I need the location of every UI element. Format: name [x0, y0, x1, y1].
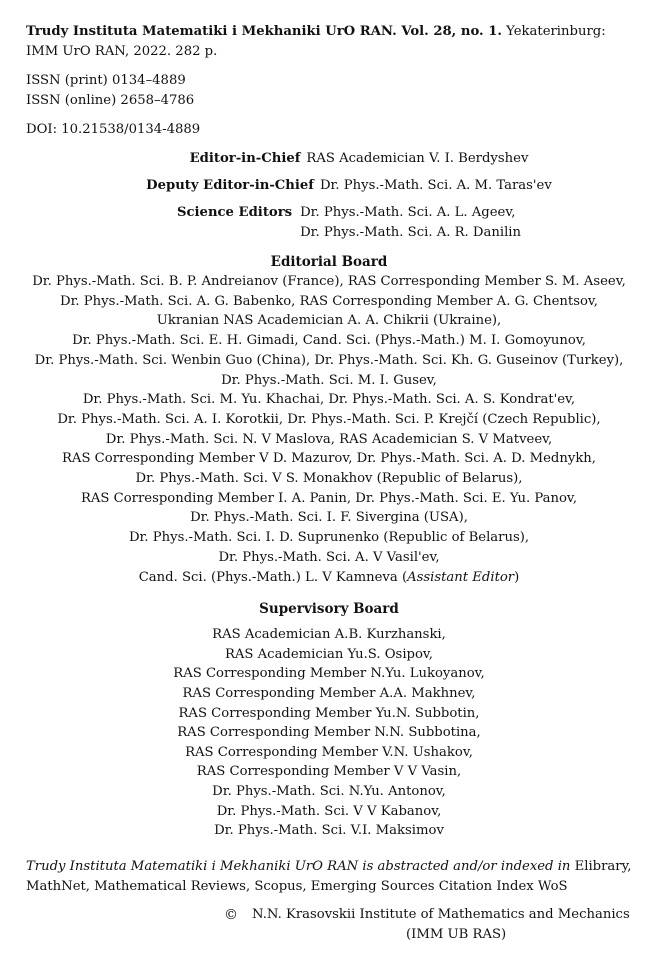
- editorial-board-line: Dr. Phys.-Math. Sci. A. I. Korotkii, Dr. Phys.-Math. Sci. P. Krejčí (Czech Republic),: [57, 411, 601, 427]
- supervisory-board-line: Dr. Phys.-Math. Sci. V V Kabanov,: [216, 803, 442, 819]
- abstract-phrase: is abstracted and/or indexed in: [358, 858, 575, 874]
- editor-in-chief-name: RAS Academician V. I. Berdyshev: [306, 151, 529, 166]
- journal-place: Yekaterinburg:: [506, 24, 606, 39]
- editorial-board-line: Dr. Phys.-Math. Sci. M. I. Gusev,: [221, 372, 437, 388]
- editorial-board-heading: Editorial Board: [270, 254, 388, 270]
- copyright-icon: ©: [224, 906, 238, 923]
- copyright-abbrev: (IMM UB RAS): [406, 926, 507, 942]
- editorial-board-line: RAS Corresponding Member I. A. Panin, Dr. Phys.-Math. Sci. E. Yu. Panov,: [80, 490, 578, 506]
- editorial-board-line: Dr. Phys.-Math. Sci. I. D. Suprunenko (Republic of Belarus),: [128, 530, 530, 546]
- editorial-board-line: Dr. Phys.-Math. Sci. Wenbin Guo (China), Dr. Phys.-Math. Sci. Kh. G. Guseinov (Turkey),: [34, 352, 624, 368]
- assistant-editor-close: ): [514, 569, 520, 585]
- editorial-board-line: Ukranian NAS Academician A. A. Chikrii (Ukraine),: [156, 313, 502, 329]
- editorial-board-line: RAS Corresponding Member V D. Mazurov, Dr. Phys.-Math. Sci. A. D. Mednykh,: [62, 451, 596, 467]
- editorial-board-last-line: [26, 568, 632, 588]
- science-editors-role: Science Editors: [176, 205, 293, 220]
- editorial-board-line: Dr. Phys.-Math. Sci. V S. Monakhov (Republic of Belarus),: [135, 471, 523, 487]
- editorial-board-list: [26, 272, 632, 587]
- supervisory-board-line: RAS Corresponding Member V.N. Ushakov,: [185, 744, 473, 760]
- copyright-institute: N.N. Krasovskii Institute of Mathematics and Mechanics: [252, 906, 630, 922]
- journal-title: Trudy Instituta Matematiki i Mekhaniki UrO RAN. Vol. 28, no. 1.: [26, 24, 502, 39]
- doi: DOI: 10.21538/0134-4889: [26, 122, 201, 137]
- editorial-board-line: Dr. Phys.-Math. Sci. E. H. Gimadi, Cand. Sci. (Phys.-Math.) M. I. Gomoyunov,: [72, 333, 586, 349]
- supervisory-board-line: RAS Corresponding Member A.A. Makhnev,: [182, 686, 476, 702]
- supervisory-board-line: RAS Corresponding Member N.Yu. Lukoyanov,: [173, 666, 485, 682]
- deputy-editor: [26, 176, 632, 196]
- abstract-journal-title: Trudy Instituta Matematiki i Mekhaniki UrO RAN: [26, 858, 359, 874]
- assistant-editor-role: Assistant Editor: [407, 569, 515, 585]
- editorial-board-line: Dr. Phys.-Math. Sci. B. P. Andreianov (France), RAS Corresponding Member S. M. Aseev,: [32, 274, 626, 289]
- editorial-board-line: Dr. Phys.-Math. Sci. A. V Vasil'ev,: [218, 549, 440, 565]
- abstract-indexes: Elibrary, MathNet, Mathematical Reviews, Scopus, Emerging Sources Citation Index WoS: [26, 858, 632, 894]
- issn-print: ISSN (print) 0134–4889: [26, 73, 186, 88]
- editorial-board-line: Dr. Phys.-Math. Sci. M. Yu. Khachai, Dr. Phys.-Math. Sci. A. S. Kondrat'ev,: [82, 392, 576, 408]
- supervisory-board-line: RAS Corresponding Member N.N. Subbotina,: [177, 725, 481, 741]
- editorial-board-line: Dr. Phys.-Math. Sci. I. F. Sivergina (USA),: [190, 510, 468, 526]
- journal-citation: [26, 22, 632, 42]
- copyright-block: [26, 905, 632, 945]
- deputy-editor-name: Dr. Phys.-Math. Sci. A. M. Taras'ev: [319, 178, 552, 193]
- assistant-editor-name: Cand. Sci. (Phys.-Math.) L. V Kamneva (: [138, 569, 408, 585]
- deputy-editor-role: Deputy Editor-in-Chief: [146, 178, 314, 193]
- editorial-board-line: Dr. Phys.-Math. Sci. A. G. Babenko, RAS Corresponding Member A. G. Chentsov,: [60, 293, 598, 309]
- editor-in-chief-role: Editor-in-Chief: [189, 151, 301, 166]
- abstracting-note: [26, 857, 632, 897]
- supervisory-board-list: [26, 625, 632, 841]
- supervisory-board-line: Dr. Phys.-Math. Sci. V.I. Maksimov: [214, 823, 444, 839]
- issn-online: ISSN (online) 2658–4786: [26, 93, 195, 108]
- editorial-board-line: Dr. Phys.-Math. Sci. N. V Maslova, RAS Academician S. V Matveev,: [105, 431, 553, 447]
- editor-in-chief: [26, 149, 632, 169]
- supervisory-board-line: RAS Academician A.B. Kurzhanski,: [212, 627, 446, 643]
- supervisory-board-heading: Supervisory Board: [259, 601, 399, 618]
- supervisory-board-line: RAS Academician Yu.S. Osipov,: [224, 646, 434, 662]
- science-editors: [26, 203, 632, 243]
- journal-publisher: IMM UrO RAN, 2022. 282 p.: [26, 44, 218, 59]
- supervisory-board-line: Dr. Phys.-Math. Sci. N.Yu. Antonov,: [212, 784, 446, 799]
- science-editor-2: Dr. Phys.-Math. Sci. A. R. Danilin: [300, 225, 521, 240]
- science-editor-1: Dr. Phys.-Math. Sci. A. L. Ageev,: [300, 205, 516, 220]
- supervisory-board-line: RAS Corresponding Member Yu.N. Subbotin,: [178, 705, 480, 721]
- supervisory-board-line: RAS Corresponding Member V V Vasin,: [196, 764, 462, 780]
